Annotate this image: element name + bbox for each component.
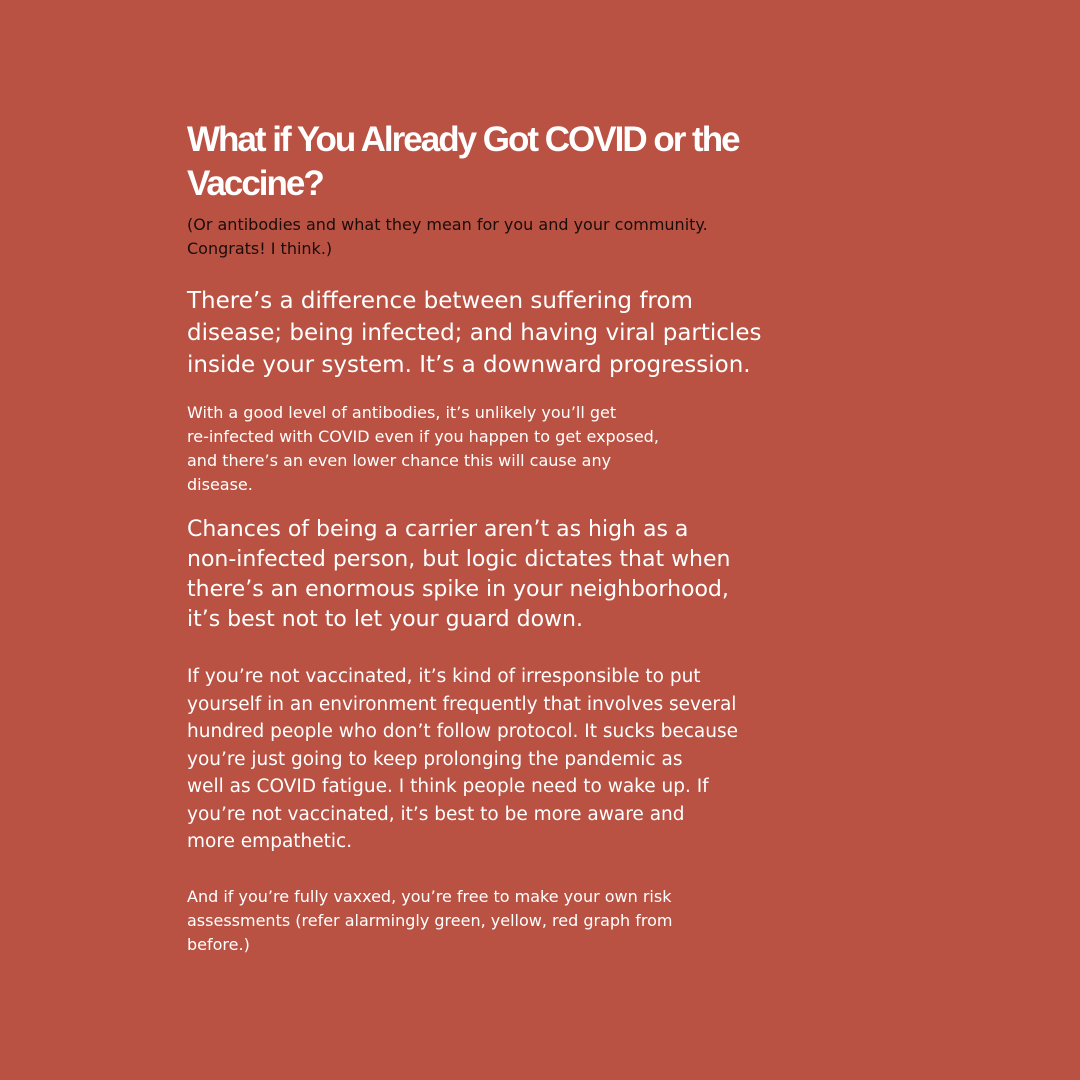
title-line: What if You Already Got COVID or the <box>187 120 739 159</box>
paragraph-line: With a good level of antibodies, it’s unlikely you’ll get <box>187 403 617 422</box>
paragraph-line: it’s best not to let your guard down. <box>187 607 583 632</box>
paragraph-line: yourself in an environment frequently that involves several <box>187 693 737 715</box>
subtitle <box>187 213 867 261</box>
carrier-paragraph <box>187 515 847 635</box>
paragraph-line: re-infected with COVID even if you happen to get exposed, <box>187 427 659 446</box>
paragraph-line: there’s an enormous spike in your neighborhood, <box>187 577 729 602</box>
paragraph-line: you’re not vaccinated, it’s best to be more aware and <box>187 803 685 825</box>
paragraph-line: disease. <box>187 475 253 494</box>
paragraph-line: inside your system. It’s a downward progression. <box>187 352 751 378</box>
subtitle-line: Congrats! I think.) <box>187 239 333 258</box>
paragraph-line: well as COVID fatigue. I think people need to wake up. If <box>187 776 709 797</box>
paragraph-line: Chances of being a carrier aren’t as high as a <box>187 517 689 542</box>
paragraph-line: before.) <box>187 935 250 954</box>
paragraph-line: disease; being infected; and having viral particles <box>187 320 762 346</box>
subtitle-line: (Or antibodies and what they mean for you and your community. <box>187 215 708 234</box>
paragraph-line: assessments (refer alarmingly green, yellow, red graph from <box>187 911 673 930</box>
paragraph-line: and there’s an even lower chance this will cause any <box>187 451 612 470</box>
paragraph-line: And if you’re fully vaxxed, you’re free to make your own risk <box>187 887 672 906</box>
antibodies-paragraph <box>187 401 787 497</box>
paragraph-line: hundred people who don’t follow protocol. It sucks because <box>187 721 738 742</box>
paragraph-line: more empathetic. <box>187 831 353 852</box>
lead-paragraph <box>187 285 867 381</box>
paragraph-line: non-infected person, but logic dictates that when <box>187 547 731 572</box>
fully-vaxxed-paragraph <box>187 885 827 957</box>
page-title <box>187 118 847 206</box>
paragraph-line: you’re just going to keep prolonging the pandemic as <box>187 748 683 770</box>
paragraph-line: If you’re not vaccinated, it’s kind of irresponsible to put <box>187 666 701 687</box>
paragraph-line: There’s a difference between suffering from <box>187 288 693 314</box>
title-line: Vaccine? <box>187 164 323 203</box>
not-vaccinated-paragraph <box>187 663 877 856</box>
